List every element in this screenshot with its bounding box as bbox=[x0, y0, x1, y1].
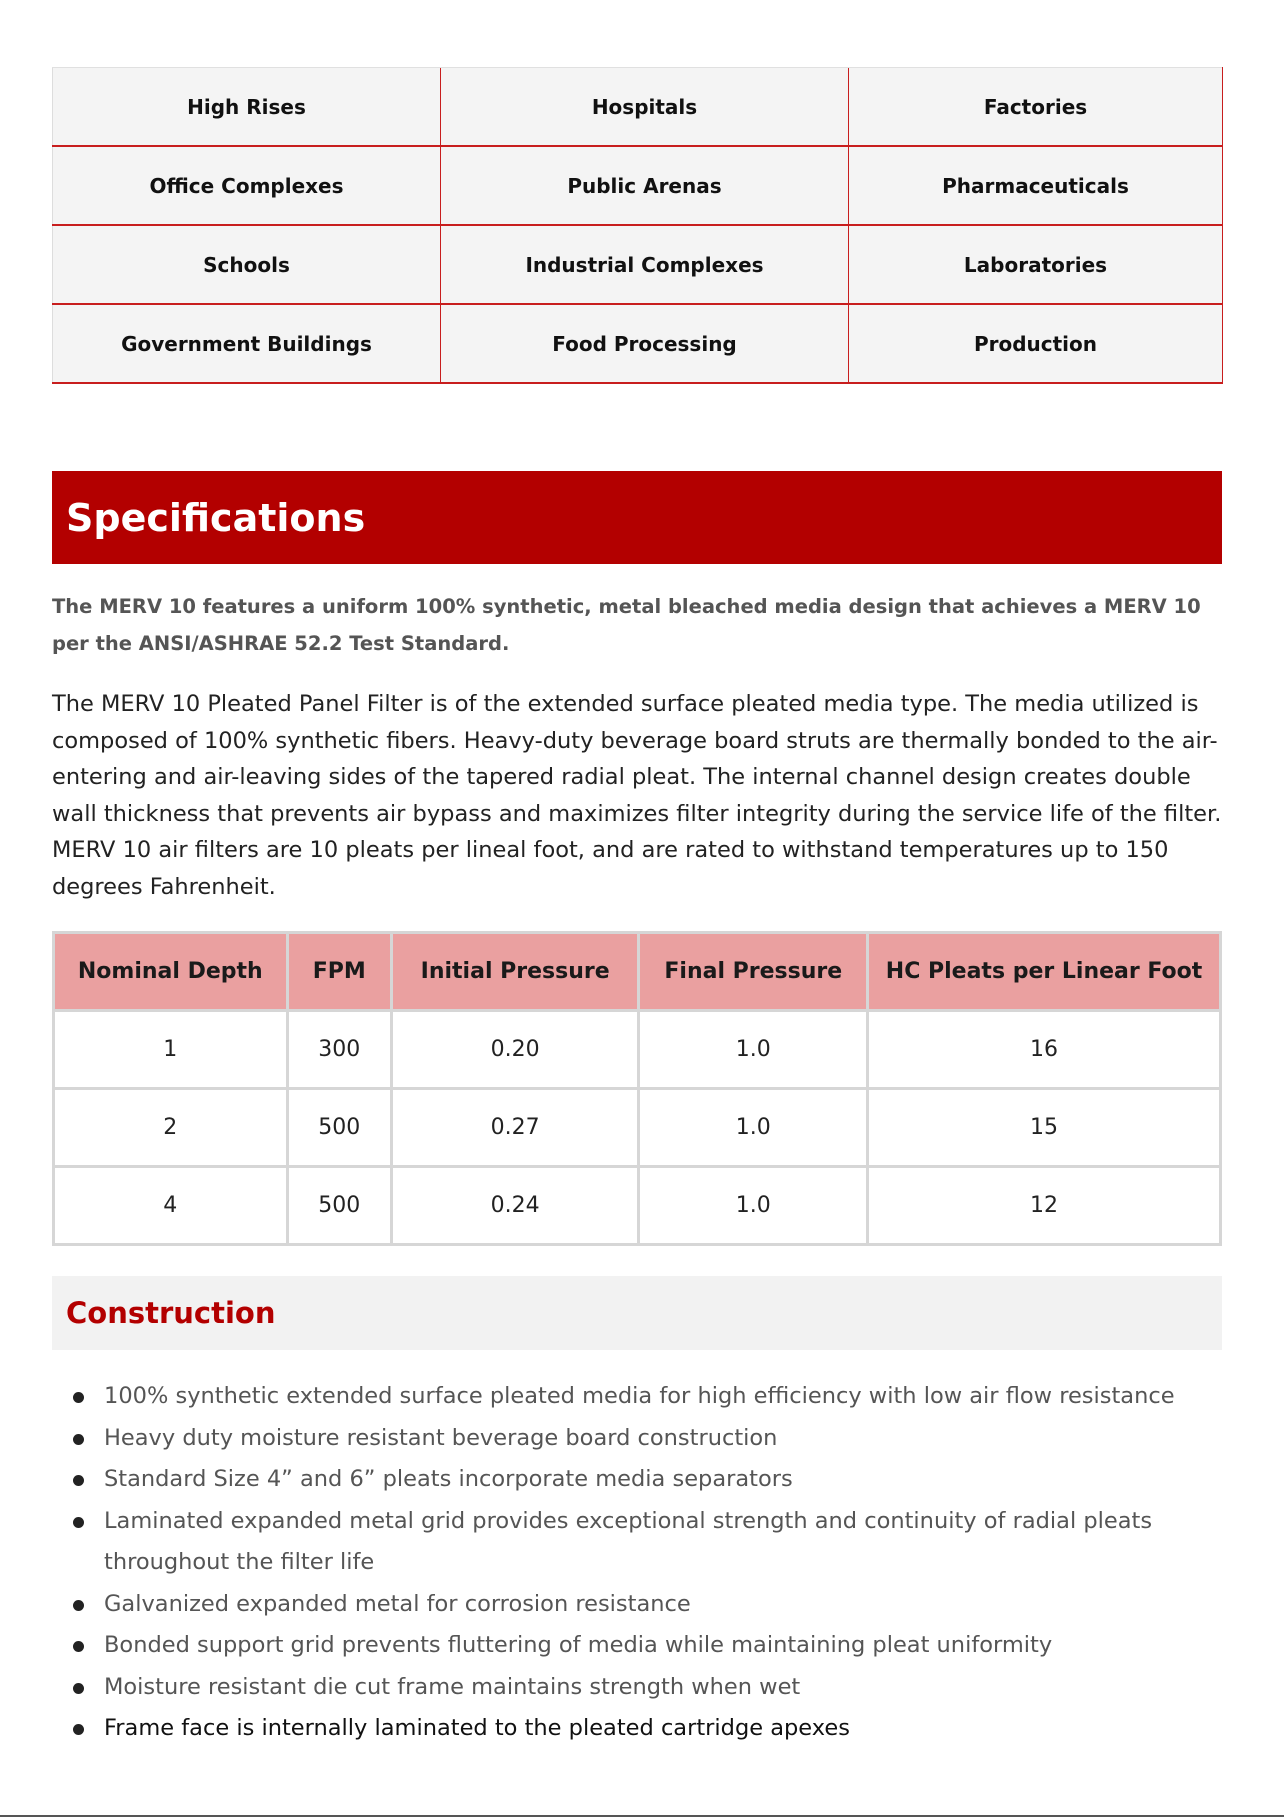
application-cell: Hospitals bbox=[441, 68, 849, 147]
column-header-nominal-depth: Nominal Depth bbox=[54, 933, 288, 1011]
list-item bbox=[70, 1501, 1220, 1584]
table-cell: 1.0 bbox=[639, 1089, 868, 1167]
table-cell: 2 bbox=[54, 1089, 288, 1167]
table-cell: 0.24 bbox=[391, 1167, 639, 1245]
table-row bbox=[53, 225, 1223, 304]
specifications-intro: The MERV 10 features a uniform 100% synthetic, metal bleached media design that achieves a MERV 10 per the ANSI/ASHRAE 52.2 Test Standard. bbox=[52, 595, 1201, 655]
specifications-description: The MERV 10 Pleated Panel Filter is of the extended surface pleated media type. The media utilized is composed of 100% synthetic fibers. Heavy-duty beverage board struts are thermally bonded to the air-entering and air-leaving sides of the tapered radial pleat. The internal channel design creates double wall thickness that prevents air bypass and maximizes filter integrity during the service life of the filter. MERV 10 air filters are 10 pleats per lineal foot, and are rated to withstand temperatures up to 150 degrees Fahrenheit. bbox=[52, 691, 1222, 900]
list-item bbox=[70, 1708, 1220, 1750]
application-cell: Public Arenas bbox=[441, 146, 849, 225]
application-cell: Laboratories bbox=[849, 225, 1223, 304]
table-header-row bbox=[54, 933, 1221, 1011]
list-item-text: Laminated expanded metal grid provides exceptional strength and continuity of radial pleats throughout the filter life bbox=[104, 1507, 1153, 1575]
application-cell: Pharmaceuticals bbox=[849, 146, 1223, 225]
table-cell: 16 bbox=[868, 1011, 1221, 1089]
table-row bbox=[53, 146, 1223, 225]
list-item bbox=[70, 1667, 1220, 1709]
column-header-final-pressure: Final Pressure bbox=[639, 933, 868, 1011]
bullet-icon bbox=[73, 1724, 84, 1735]
list-item-text: Heavy duty moisture resistant beverage board construction bbox=[104, 1424, 778, 1451]
bottom-divider bbox=[0, 1815, 1284, 1817]
application-cell: Food Processing bbox=[441, 304, 849, 383]
list-item bbox=[70, 1625, 1220, 1667]
bullet-icon bbox=[73, 1517, 84, 1528]
table-cell: 12 bbox=[868, 1167, 1221, 1245]
bullet-icon bbox=[73, 1600, 84, 1611]
specifications-table bbox=[52, 931, 1222, 1246]
list-item-text: Frame face is internally laminated to the pleated cartridge apexes bbox=[104, 1715, 850, 1741]
table-row bbox=[54, 1089, 1221, 1167]
table-cell: 4 bbox=[54, 1167, 288, 1245]
specifications-banner bbox=[52, 471, 1222, 564]
list-item-text: Galvanized expanded metal for corrosion resistance bbox=[104, 1590, 691, 1617]
table-cell: 0.27 bbox=[391, 1089, 639, 1167]
construction-heading: Construction bbox=[66, 1296, 276, 1330]
application-cell: Government Buildings bbox=[53, 304, 441, 383]
list-item bbox=[70, 1376, 1220, 1418]
table-cell: 0.20 bbox=[391, 1011, 639, 1089]
table-cell: 15 bbox=[868, 1089, 1221, 1167]
list-item bbox=[70, 1418, 1220, 1460]
list-item-text: Standard Size 4” and 6” pleats incorporate media separators bbox=[104, 1466, 793, 1492]
column-header-fpm: FPM bbox=[287, 933, 391, 1011]
bullet-icon bbox=[73, 1392, 84, 1403]
application-cell: Schools bbox=[53, 225, 441, 304]
table-cell: 300 bbox=[287, 1011, 391, 1089]
application-cell: Industrial Complexes bbox=[441, 225, 849, 304]
list-item bbox=[70, 1459, 1220, 1501]
application-cell: Factories bbox=[849, 68, 1223, 147]
table-cell: 1 bbox=[54, 1011, 288, 1089]
table-cell: 1.0 bbox=[639, 1011, 868, 1089]
applications-table bbox=[52, 67, 1223, 384]
bullet-icon bbox=[73, 1641, 84, 1652]
application-cell: Office Complexes bbox=[53, 146, 441, 225]
column-header-hc-pleats: HC Pleats per Linear Foot bbox=[868, 933, 1221, 1011]
construction-banner bbox=[52, 1276, 1222, 1350]
table-row bbox=[54, 1011, 1221, 1089]
bullet-icon bbox=[73, 1683, 84, 1694]
table-row bbox=[54, 1167, 1221, 1245]
bullet-icon bbox=[73, 1475, 84, 1486]
construction-list bbox=[70, 1376, 1220, 1750]
column-header-initial-pressure: Initial Pressure bbox=[391, 933, 639, 1011]
table-row bbox=[53, 68, 1223, 147]
bullet-icon bbox=[73, 1434, 84, 1445]
list-item-text: Bonded support grid prevents fluttering of media while maintaining pleat uniformity bbox=[104, 1632, 1053, 1658]
list-item bbox=[70, 1584, 1220, 1626]
table-row bbox=[53, 304, 1223, 383]
list-item-text: 100% synthetic extended surface pleated media for high efficiency with low air flow resistance bbox=[104, 1383, 1175, 1409]
table-cell: 500 bbox=[287, 1089, 391, 1167]
table-cell: 1.0 bbox=[639, 1167, 868, 1245]
application-cell: Production bbox=[849, 304, 1223, 383]
specifications-heading: Specifications bbox=[66, 495, 366, 540]
application-cell: High Rises bbox=[53, 68, 441, 147]
table-cell: 500 bbox=[287, 1167, 391, 1245]
list-item-text: Moisture resistant die cut frame maintains strength when wet bbox=[104, 1673, 801, 1700]
